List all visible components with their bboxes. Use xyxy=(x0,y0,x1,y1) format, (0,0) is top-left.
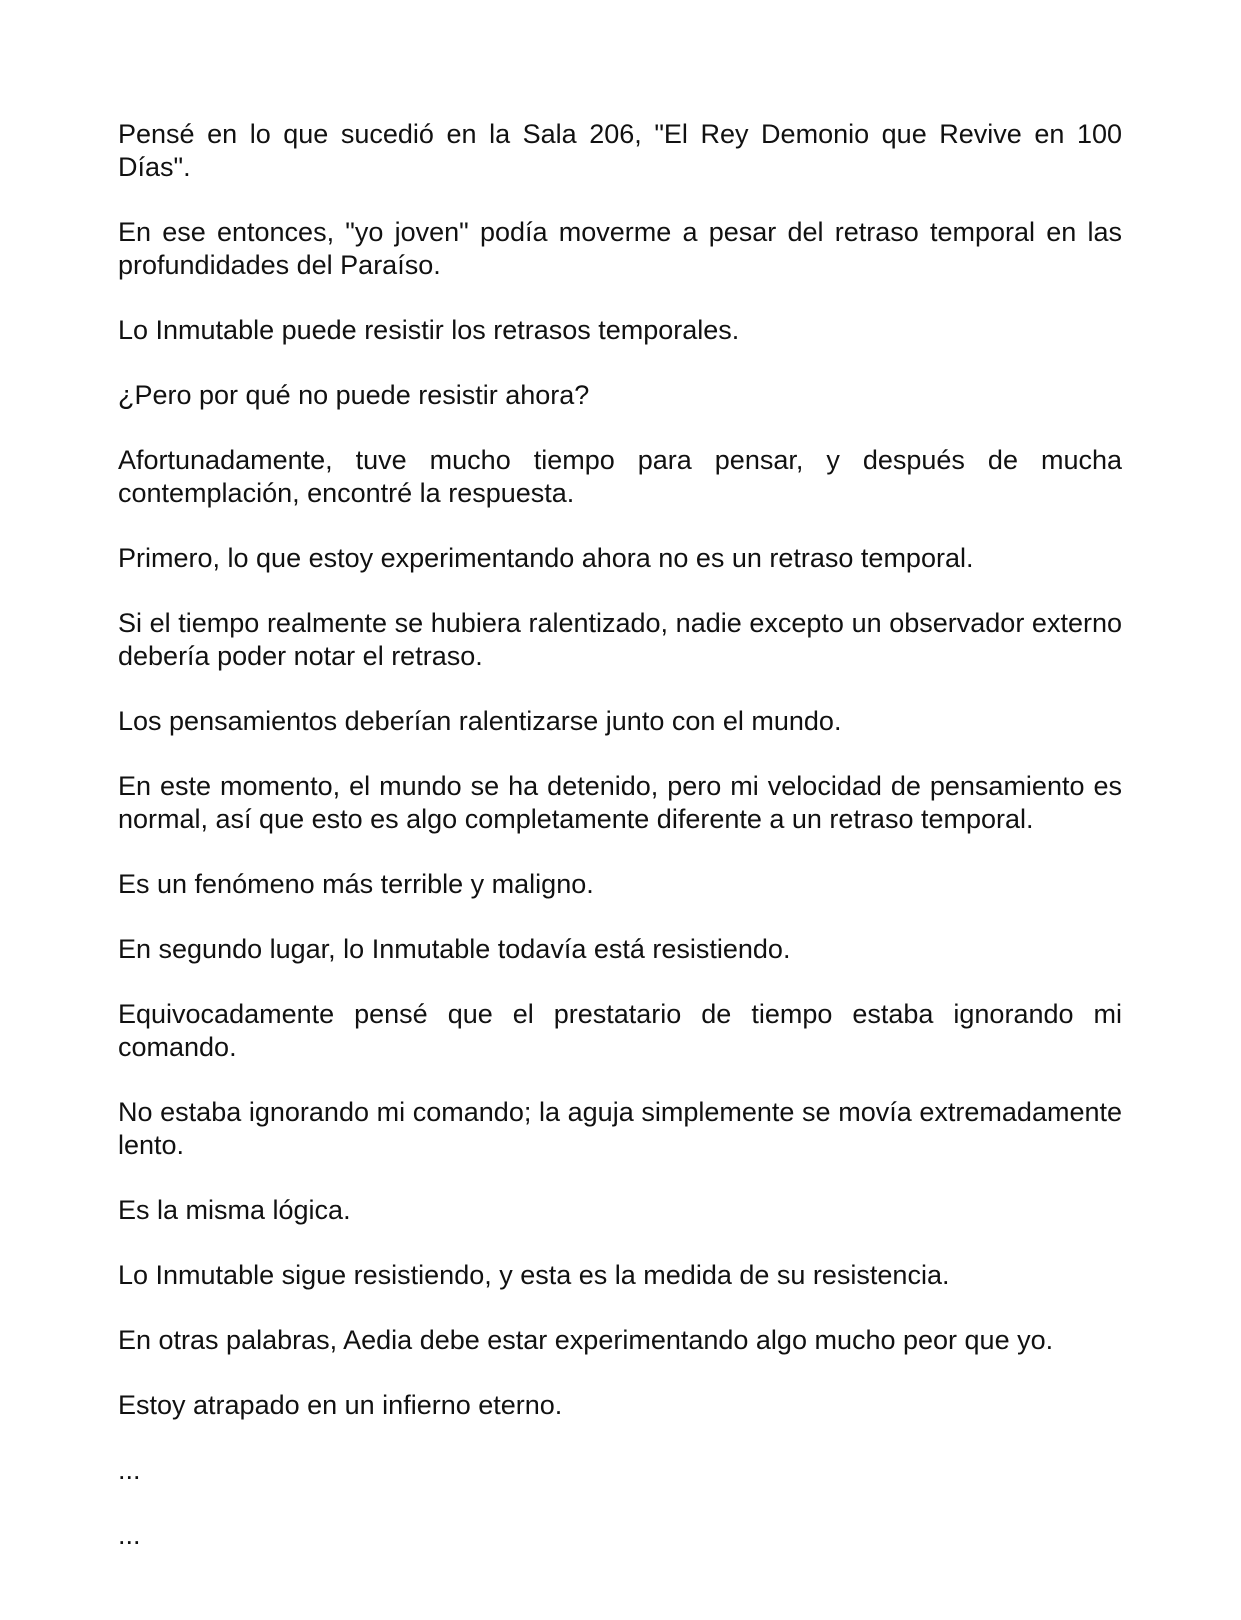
paragraph: En este momento, el mundo se ha detenido, pero mi velocidad de pensamiento es normal, así que esto es algo completamente diferente a un retraso temporal. xyxy=(118,771,1122,834)
paragraph: Lo Inmutable puede resistir los retrasos temporales. xyxy=(118,315,740,345)
paragraph: ... xyxy=(118,1455,141,1485)
paragraph: Primero, lo que estoy experimentando ahora no es un retraso temporal. xyxy=(118,543,974,573)
paragraph: Equivocadamente pensé que el prestatario de tiempo estaba ignorando mi comando. xyxy=(118,999,1122,1062)
paragraph: Los pensamientos deberían ralentizarse junto con el mundo. xyxy=(118,706,842,736)
paragraph: En segundo lugar, lo Inmutable todavía está resistiendo. xyxy=(118,934,791,964)
paragraph: Pensé en lo que sucedió en la Sala 206, "El Rey Demonio que Revive en 100 Días". xyxy=(118,119,1122,182)
document-page xyxy=(118,118,1122,1608)
paragraph: Es un fenómeno más terrible y maligno. xyxy=(118,869,594,899)
paragraph: Estoy atrapado en un infierno eterno. xyxy=(118,1390,563,1420)
paragraph: En otras palabras, Aedia debe estar experimentando algo mucho peor que yo. xyxy=(118,1325,1054,1355)
paragraph: Es la misma lógica. xyxy=(118,1195,351,1225)
paragraph: Si el tiempo realmente se hubiera ralentizado, nadie excepto un observador externo debería poder notar el retraso. xyxy=(118,608,1122,671)
paragraph: No estaba ignorando mi comando; la aguja simplemente se movía extremadamente lento. xyxy=(118,1097,1122,1160)
paragraph: Lo Inmutable sigue resistiendo, y esta es la medida de su resistencia. xyxy=(118,1260,950,1290)
paragraph: ¿Pero por qué no puede resistir ahora? xyxy=(118,380,590,410)
paragraph: Afortunadamente, tuve mucho tiempo para pensar, y después de mucha contemplación, encontré la respuesta. xyxy=(118,445,1122,508)
paragraph: ... xyxy=(118,1520,141,1550)
paragraph: En ese entonces, "yo joven" podía moverme a pesar del retraso temporal en las profundidades del Paraíso. xyxy=(118,217,1122,280)
